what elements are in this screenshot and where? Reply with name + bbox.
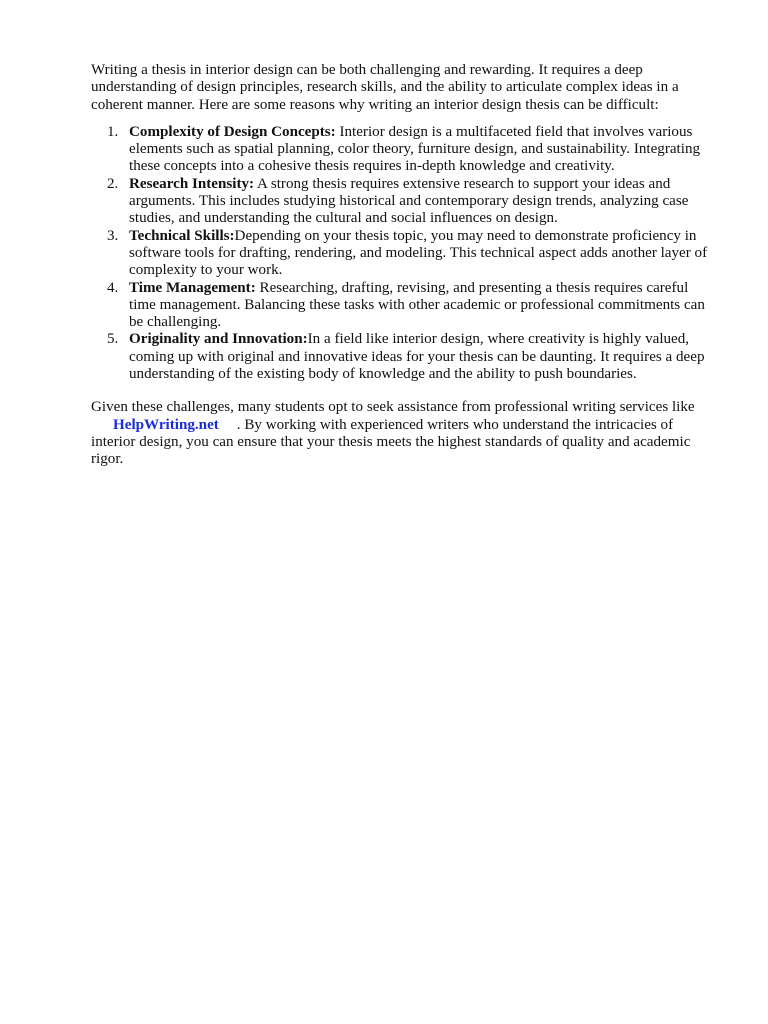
list-item-term: Research Intensity: [129, 175, 255, 192]
helpwriting-link[interactable]: HelpWriting.net [113, 416, 219, 433]
list-item-number: 2. [107, 175, 119, 192]
list-item-term: Technical Skills: [129, 227, 235, 244]
list-item-text: A strong thesis requires extensive research to support your ideas and arguments. This includes studying historical and contemporary design trends, analyzing case studies, and understanding the cultural and social influences on design. [129, 175, 689, 227]
list-item-number: 1. [107, 123, 119, 140]
intro-paragraph: Writing a thesis in interior design can be both challenging and rewarding. It requires a deep understanding of design principles, research skills, and the ability to articulate complex ideas in a coherent manner. Here are some reasons why writing an interior design thesis can be difficult: [91, 62, 679, 113]
list-item [91, 280, 716, 332]
list-item [91, 331, 716, 383]
list-item-term: Time Management: [129, 279, 256, 296]
closing-paragraph [91, 399, 716, 468]
closing-text-before: Given these challenges, many students opt to seek assistance from professional writing services like [91, 399, 695, 416]
list-item-number: 4. [107, 279, 119, 296]
list-item-text: Interior design is a multifaceted field that involves various elements such as spatial planning, color theory, furniture design, and sustainability. Integrating these concepts into a cohesive thesis requires in-depth knowledge and creativity. [129, 123, 701, 175]
closing-text-after: . By working with experienced writers who understand the intricacies of interior design, you can ensure that your thesis meets the highest standards of quality and academic rigor. [91, 416, 691, 468]
list-item-text: In a field like interior design, where creativity is highly valued, coming up with original and innovative ideas for your thesis can be daunting. It requires a deep understanding of the existing body of knowledge and the ability to push boundaries. [129, 331, 705, 383]
list-item-term: Complexity of Design Concepts: [129, 123, 336, 140]
list-item-number: 3. [107, 227, 119, 244]
list-item-text: Depending on your thesis topic, you may need to demonstrate proficiency in software tools for drafting, rendering, and modeling. This technical aspect adds another layer of complexity to your work. [129, 227, 708, 279]
document-body [91, 62, 716, 469]
list-item-term: Originality and Innovation: [129, 331, 308, 348]
reasons-list [91, 124, 716, 383]
list-item-text: Researching, drafting, revising, and presenting a thesis requires careful time management. Balancing these tasks with other academic or professional commitments can be challenging. [129, 279, 705, 331]
list-item [91, 176, 716, 228]
list-item [91, 228, 716, 280]
list-item [91, 124, 716, 176]
list-item-number: 5. [107, 331, 119, 348]
